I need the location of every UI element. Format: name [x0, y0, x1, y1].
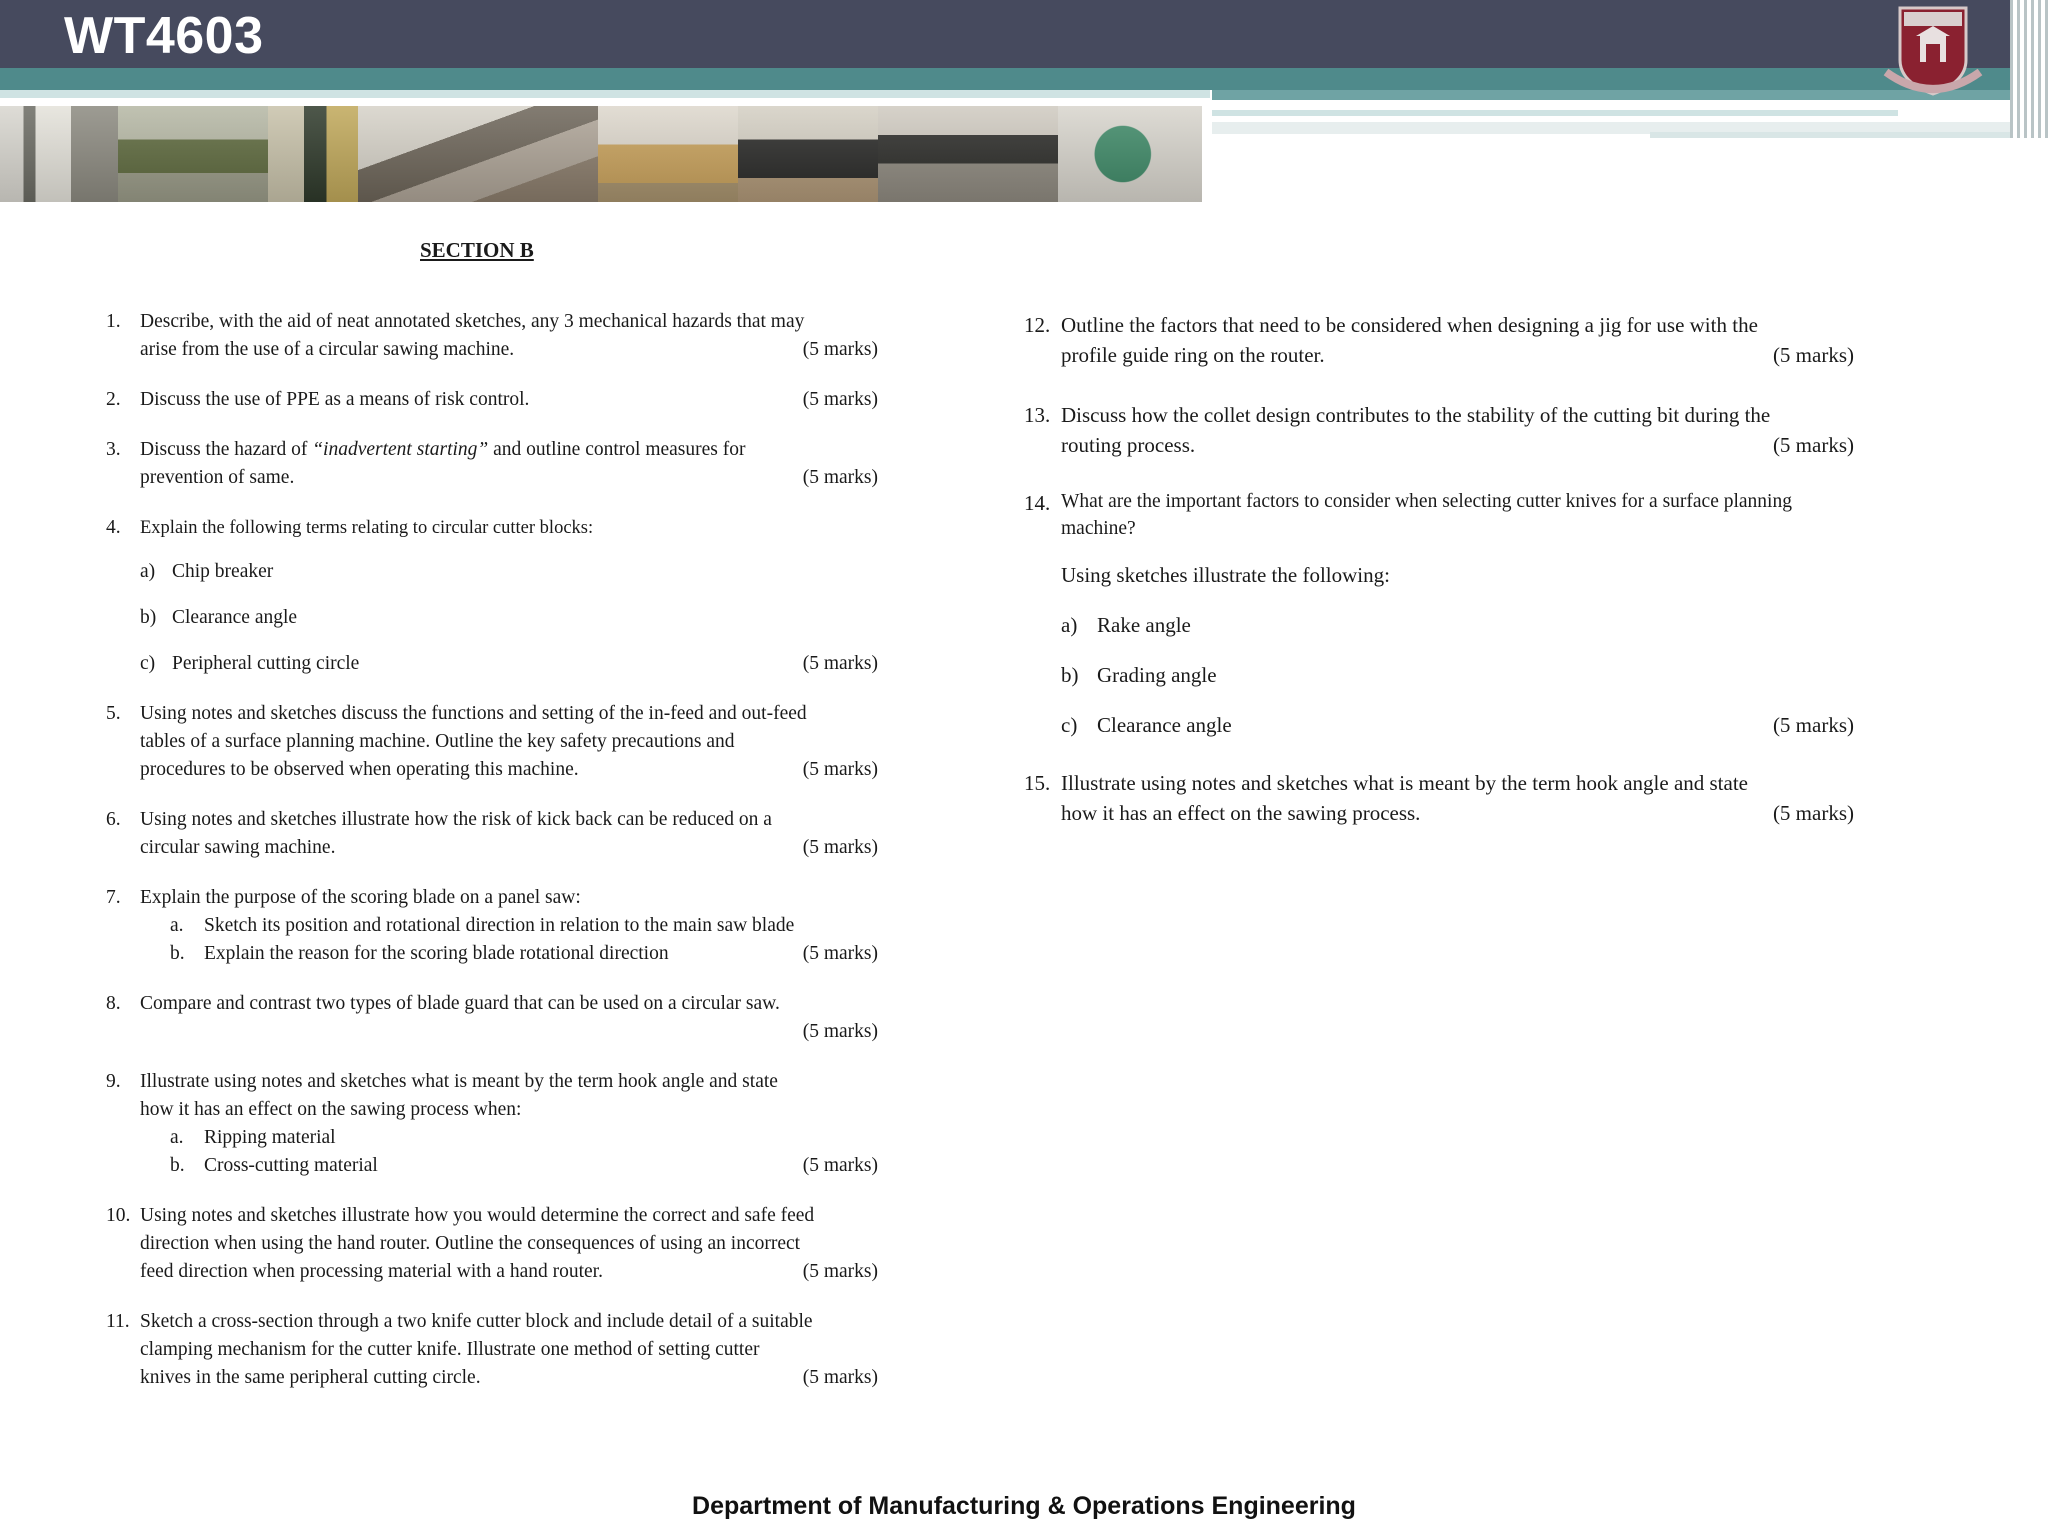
question-3	[106, 436, 878, 492]
question-text: What are the important factors to consider when selecting cutter knives for a surface planning	[1061, 491, 1792, 512]
sub-item-label: a)	[1061, 613, 1078, 637]
sub-item-label: c)	[140, 653, 156, 674]
marks-label: (5 marks)	[802, 943, 878, 964]
question-text: Using notes and sketches illustrate how the risk of kick back can be reduced on a	[140, 809, 772, 830]
question-7	[106, 884, 878, 968]
sub-item-label: a.	[170, 1127, 184, 1148]
sub-item-label: b)	[140, 607, 157, 628]
marks-label: (5 marks)	[1772, 343, 1854, 367]
sub-item-label: b.	[170, 943, 185, 964]
marks-label: (5 marks)	[1772, 713, 1854, 737]
sub-item	[1061, 660, 1854, 690]
decorative-vertical-stripes	[2010, 0, 2048, 138]
marks-label: (5 marks)	[802, 339, 878, 360]
question-number: 14.	[1024, 491, 1051, 515]
sub-item	[140, 1152, 878, 1180]
sub-item-text: Clearance angle	[172, 607, 298, 628]
header-bar	[0, 0, 2048, 68]
marks-label: (5 marks)	[1772, 433, 1854, 457]
sub-item-text: Explain the reason for the scoring blade rotational direction	[204, 943, 669, 964]
question-text: clamping mechanism for the cutter knife. Illustrate one method of setting cutter	[140, 1339, 760, 1360]
question-text: how it has an effect on the sawing process.	[1061, 801, 1421, 825]
question-followup: Using sketches illustrate the following:	[1061, 563, 1390, 587]
question-text-italic: “inadvertent starting”	[312, 439, 489, 460]
sub-item-label: a.	[170, 915, 184, 936]
header-stripe	[1650, 132, 2010, 138]
question-8	[106, 990, 878, 1046]
sub-item	[140, 650, 878, 678]
question-number: 4.	[106, 517, 121, 538]
header-stripe	[1212, 110, 1898, 116]
question-9	[106, 1068, 878, 1180]
question-number: 11.	[106, 1311, 130, 1332]
question-text: tables of a surface planning machine. Outline the key safety precautions and	[140, 731, 735, 752]
question-number: 7.	[106, 887, 121, 908]
question-text: direction when using the hand router. Outline the consequences of using an incorrect	[140, 1233, 801, 1254]
question-text: Explain the purpose of the scoring blade on a panel saw:	[140, 887, 581, 908]
question-text: Discuss how the collet design contributes to the stability of the cutting bit during the	[1061, 403, 1771, 427]
table-saw-photo	[598, 106, 738, 202]
mortiser-photo	[268, 106, 358, 202]
sub-item-label: b.	[170, 1155, 185, 1176]
bandsaw-photo	[0, 106, 118, 202]
question-text: prevention of same.	[140, 467, 295, 488]
question-text: Using notes and sketches illustrate how you would determine the correct and safe feed	[140, 1205, 815, 1226]
question-text: circular sawing machine.	[140, 837, 336, 858]
sub-item-text: Cross-cutting material	[204, 1155, 378, 1176]
header-stripe	[0, 90, 1210, 98]
marks-label: (5 marks)	[802, 1155, 878, 1176]
department-footer: Department of Manufacturing & Operations Engineering	[692, 1492, 1356, 1520]
question-text: Illustrate using notes and sketches what is meant by the term hook angle and state	[140, 1071, 778, 1092]
sub-item-text: Clearance angle	[1097, 713, 1232, 737]
section-title: SECTION B	[420, 238, 534, 262]
sub-item-text: Rake angle	[1097, 613, 1191, 637]
marks-label: (5 marks)	[802, 653, 878, 674]
marks-label: (5 marks)	[1772, 801, 1854, 825]
marks-label: (5 marks)	[802, 837, 878, 858]
marks-label: (5 marks)	[802, 759, 878, 780]
question-13	[1024, 400, 1854, 460]
university-crest-icon	[1880, 2, 1986, 102]
question-number: 9.	[106, 1071, 121, 1092]
question-number: 15.	[1024, 771, 1051, 795]
questions-left-column	[106, 308, 878, 1392]
question-number: 5.	[106, 703, 121, 724]
question-2	[106, 386, 878, 414]
question-text: Using notes and sketches discuss the functions and setting of the in-feed and out-feed	[140, 703, 807, 724]
question-text: routing process.	[1061, 433, 1196, 457]
question-10	[106, 1202, 878, 1286]
woodworking-machines-photo-strip	[0, 106, 1202, 202]
marks-label: (5 marks)	[802, 467, 878, 488]
question-4	[106, 514, 878, 678]
question-text: and outline control measures for	[488, 439, 746, 460]
question-text: feed direction when processing material with a hand router.	[140, 1261, 603, 1282]
question-number: 1.	[106, 311, 121, 332]
sub-item-text: Peripheral cutting circle	[172, 653, 360, 674]
question-text: machine?	[1061, 518, 1136, 539]
sub-item	[140, 558, 878, 586]
question-15	[1024, 768, 1854, 828]
sub-item-text: Grading angle	[1097, 663, 1217, 687]
question-text: Outline the factors that need to be considered when designing a jig for use with the	[1061, 313, 1758, 337]
sub-item	[140, 604, 878, 632]
marks-label: (5 marks)	[802, 1021, 878, 1042]
question-number: 13.	[1024, 403, 1051, 427]
planer-photo	[358, 106, 598, 202]
question-number: 6.	[106, 809, 121, 830]
marks-label: (5 marks)	[802, 389, 878, 410]
question-text: arise from the use of a circular sawing machine.	[140, 339, 515, 360]
sub-item-text: Sketch its position and rotational direction in relation to the main saw blade	[204, 915, 795, 936]
sub-item-label: a)	[140, 561, 156, 582]
question-number: 2.	[106, 389, 121, 410]
questions-right-column	[1024, 310, 1854, 828]
question-5	[106, 700, 878, 784]
sub-item-label: b)	[1061, 663, 1079, 687]
question-1	[106, 308, 878, 364]
question-text: profile guide ring on the router.	[1061, 343, 1325, 367]
spindle-moulder-photo	[878, 106, 1058, 202]
pillar-drill-photo	[118, 106, 268, 202]
course-code: WT4603	[64, 7, 264, 65]
sub-item-text: Chip breaker	[172, 561, 274, 582]
question-text: Explain the following terms relating to circular cutter blocks:	[140, 518, 594, 538]
header-stripe	[0, 68, 2010, 90]
sub-item-text: Ripping material	[204, 1127, 336, 1148]
sub-item	[140, 940, 878, 968]
question-number: 3.	[106, 439, 121, 460]
marks-label: (5 marks)	[802, 1367, 878, 1388]
question-text: Illustrate using notes and sketches what is meant by the term hook angle and state	[1061, 771, 1748, 795]
question-14	[1024, 488, 1854, 740]
marks-label: (5 marks)	[802, 1261, 878, 1282]
sub-item	[140, 912, 878, 940]
question-number: 8.	[106, 993, 121, 1014]
question-6	[106, 806, 878, 862]
question-text: knives in the same peripheral cutting circle.	[140, 1367, 481, 1388]
question-text: Sketch a cross-section through a two knife cutter block and include detail of a suitable	[140, 1311, 813, 1332]
panel-saw-photo	[738, 106, 878, 202]
question-text: Discuss the hazard of	[140, 439, 313, 460]
question-text: Describe, with the aid of neat annotated sketches, any 3 mechanical hazards that may	[140, 311, 805, 332]
question-11	[106, 1308, 878, 1392]
question-text: how it has an effect on the sawing process when:	[140, 1099, 522, 1120]
sub-item	[1061, 710, 1854, 740]
question-text: Discuss the use of PPE as a means of risk control.	[140, 389, 530, 410]
question-number: 10.	[106, 1205, 131, 1226]
question-12	[1024, 310, 1854, 370]
hand-router-photo	[1058, 106, 1202, 202]
question-text: Compare and contrast two types of blade guard that can be used on a circular saw.	[140, 993, 780, 1014]
question-number: 12.	[1024, 313, 1051, 337]
sub-item	[1061, 610, 1854, 640]
question-text: procedures to be observed when operating this machine.	[140, 759, 579, 780]
sub-item-label: c)	[1061, 713, 1078, 737]
sub-item	[140, 1124, 878, 1152]
